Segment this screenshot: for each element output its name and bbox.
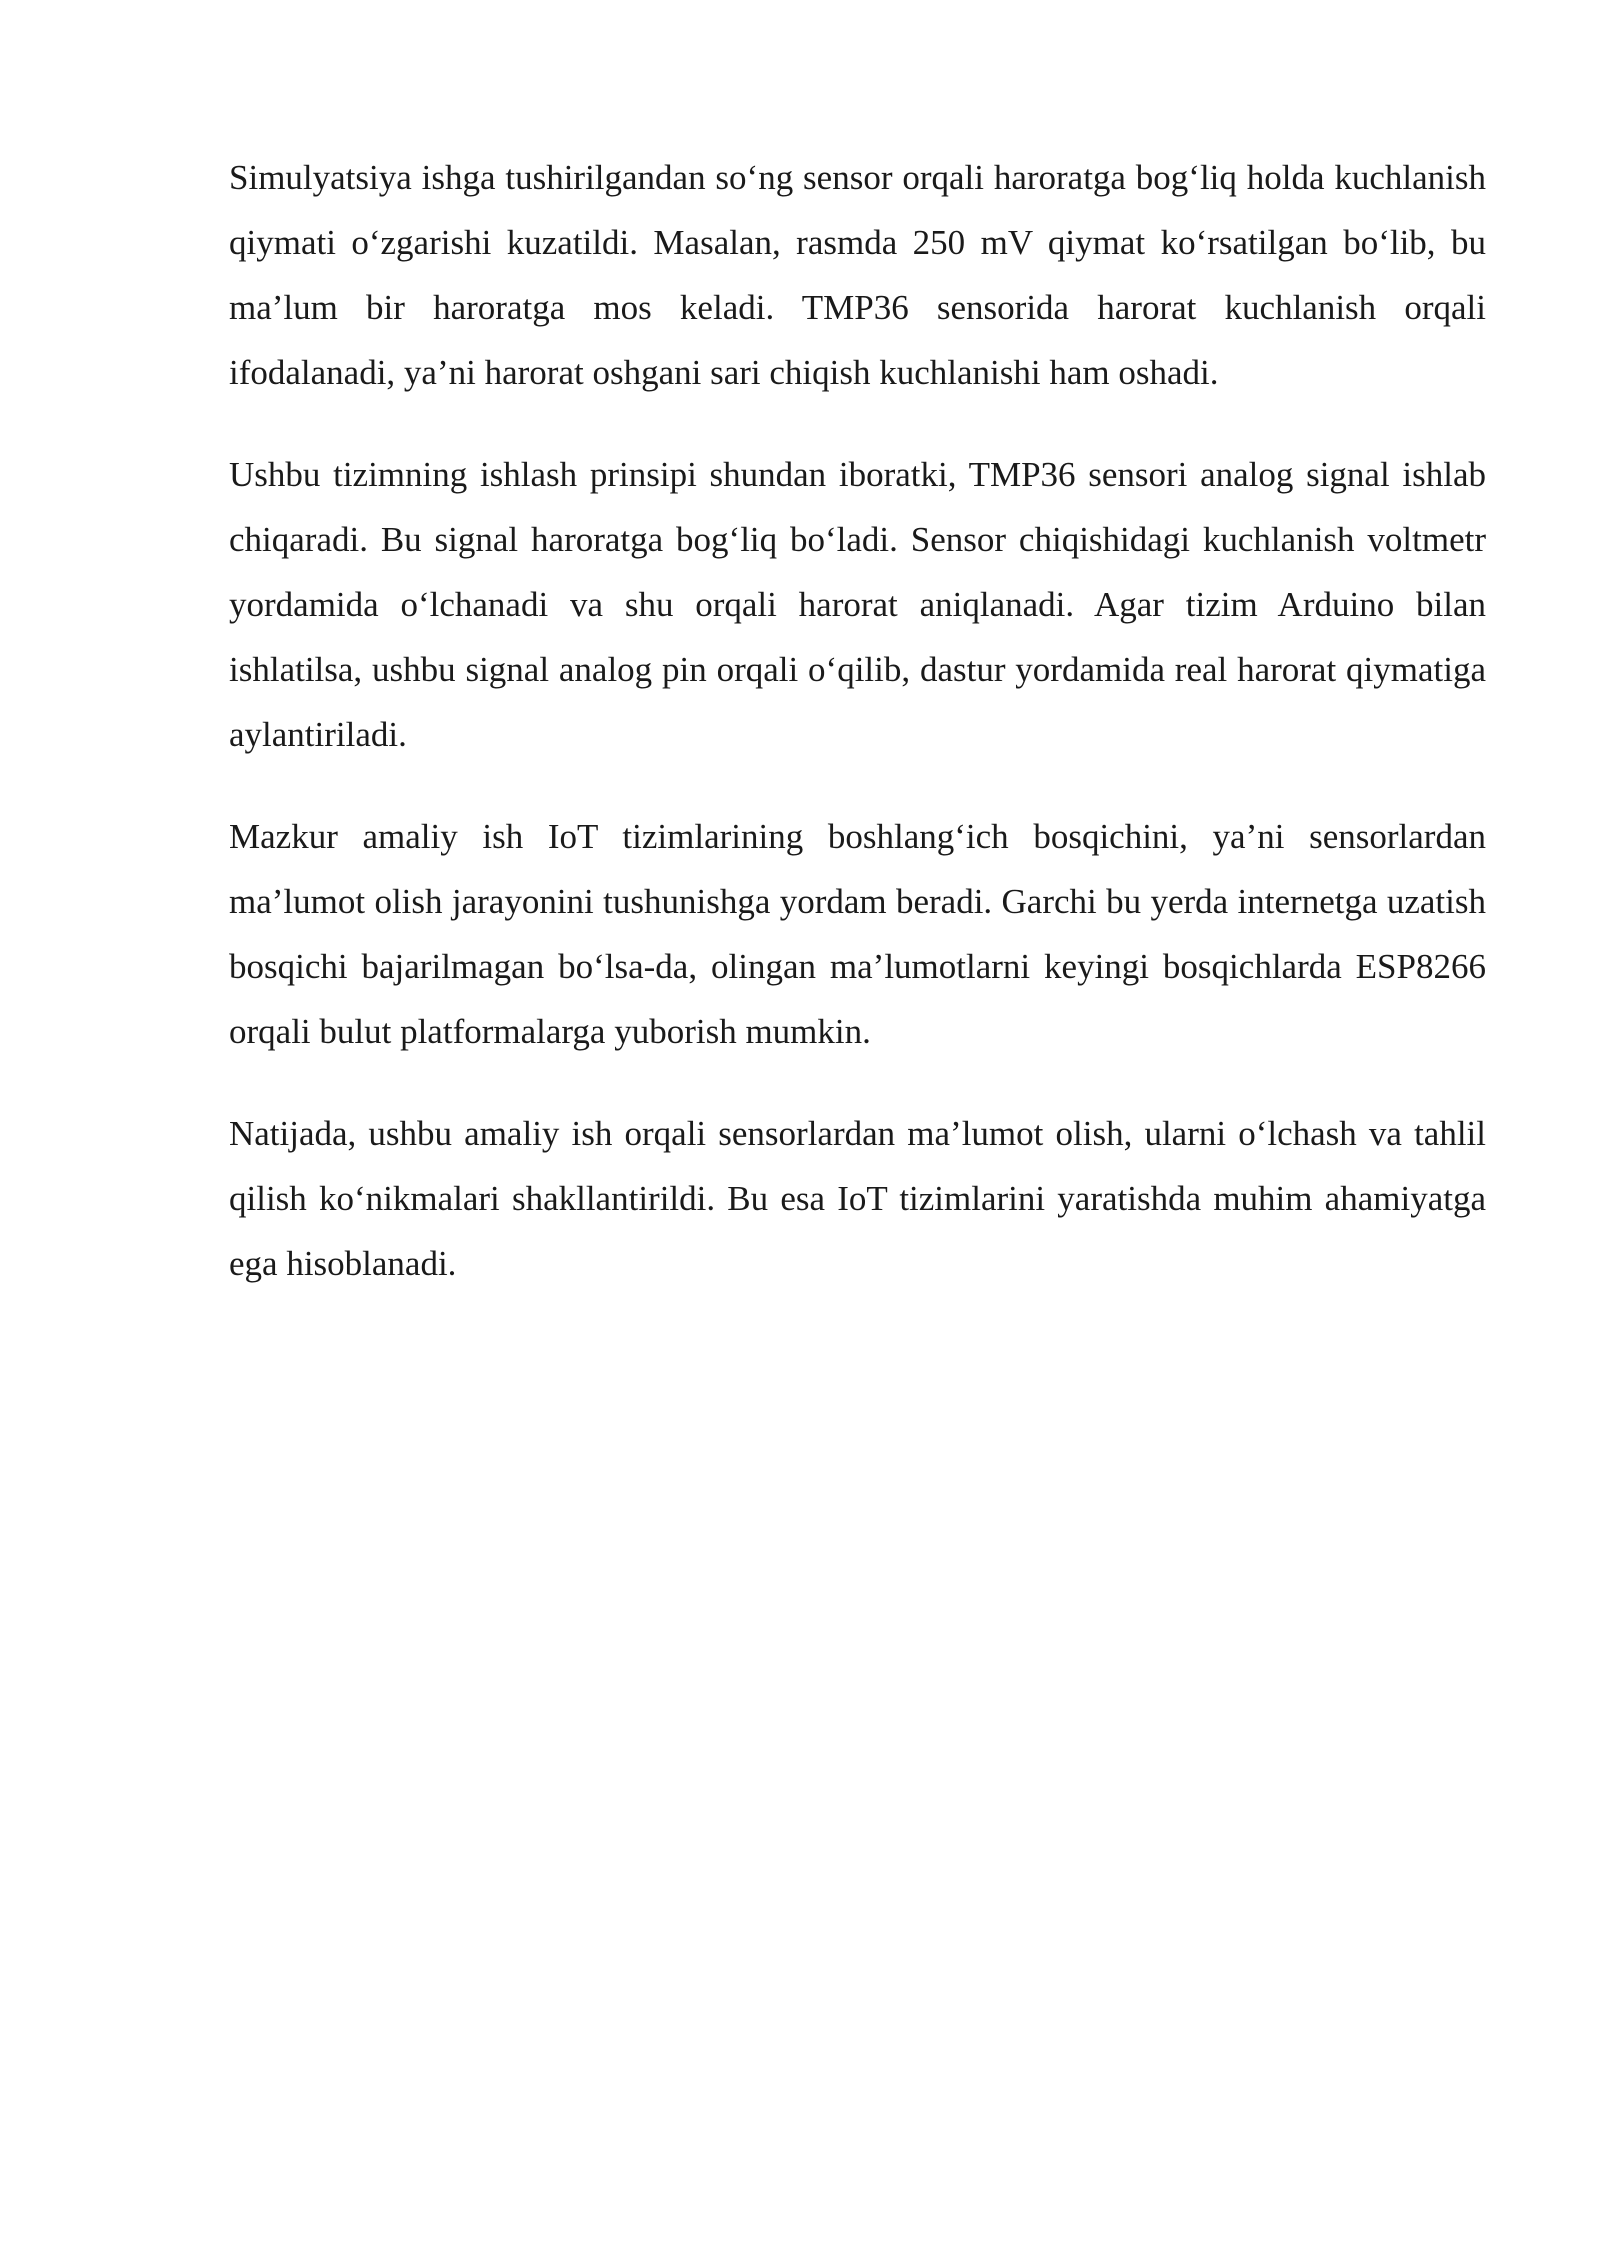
paragraph-iot-stage: Mazkur amaliy ish IoT tizimlarining boshlang‘ich bosqichini, ya’ni sensorlardan ma’lumot olish jarayonini tushunishga yordam beradi. Garchi bu yerda internetga uzatish bosqichi bajarilmagan bo‘lsa-da, olingan ma’lumotlarni keyingi bosqichlarda ESP8266 orqali bulut platformalarga yuborish mumkin.: [229, 817, 1486, 1051]
document-body: [229, 145, 1486, 1333]
paragraph-simulation-results: Simulyatsiya ishga tushirilgandan so‘ng sensor orqali haroratga bog‘liq holda kuchlanish qiymati o‘zgarishi kuzatildi. Masalan, rasmda 250 mV qiymat ko‘rsatilgan bo‘lib, bu ma’lum bir haroratga mos keladi. TMP36 sensorida harorat kuchlanish orqali ifodalanadi, ya’ni harorat oshgani sari chiqish kuchlanishi ham oshadi.: [229, 158, 1486, 392]
paragraph-conclusion: Natijada, ushbu amaliy ish orqali sensorlardan ma’lumot olish, ularni o‘lchash va tahlil qilish ko‘nikmalari shakllantirildi. Bu esa IoT tizimlarini yaratishda muhim ahamiyatga ega hisoblanadi.: [229, 1114, 1486, 1283]
paragraph-working-principle: Ushbu tizimning ishlash prinsipi shundan iboratki, TMP36 sensori analog signal ishlab chiqaradi. Bu signal haroratga bog‘liq bo‘ladi. Sensor chiqishidagi kuchlanish voltmetr yordamida o‘lchanadi va shu orqali harorat aniqlanadi. Agar tizim Arduino bilan ishlatilsa, ushbu signal analog pin orqali o‘qilib, dastur yordamida real harorat qiymatiga aylantiriladi.: [229, 455, 1486, 754]
